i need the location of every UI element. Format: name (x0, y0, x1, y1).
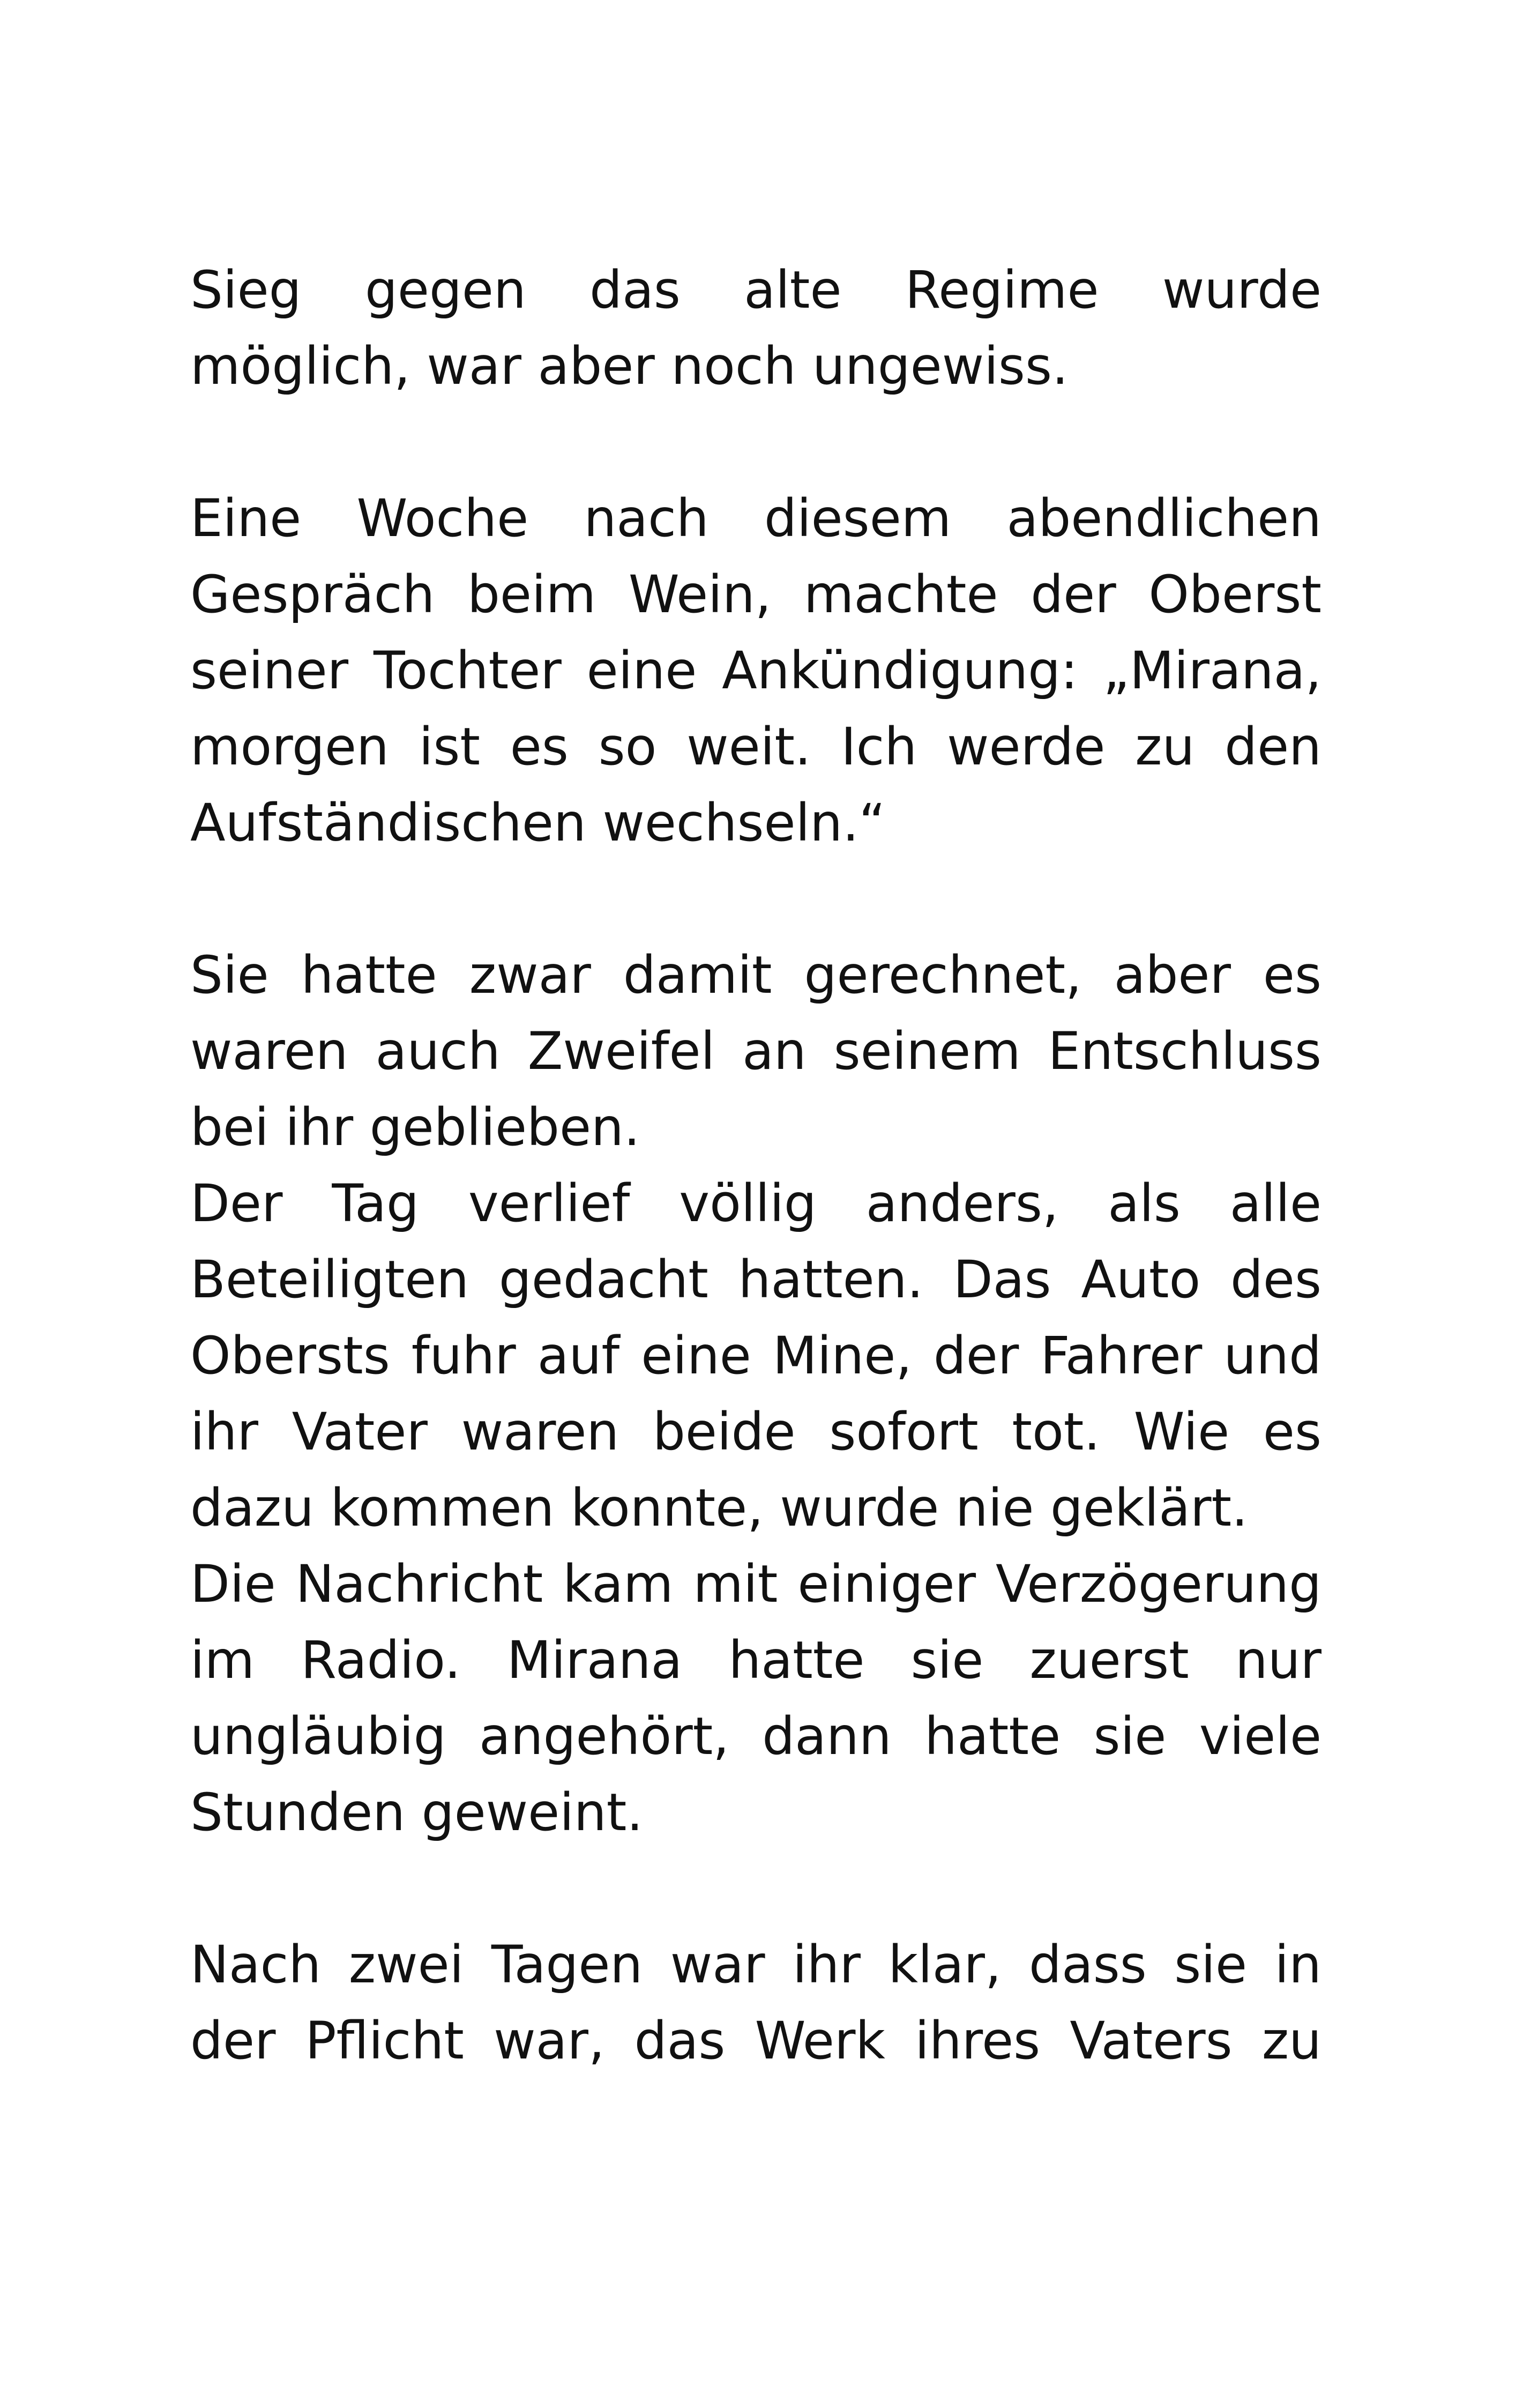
paragraph-1: Sieg gegen das alte Regime wurde möglich, war aber noch ungewiss. (190, 260, 1322, 396)
paragraph-3: Sie hatte zwar damit gerechnet, aber es waren auch Zweifel an seinem Entschluss bei ihr geblieben. (190, 945, 1322, 1157)
paragraph-6: Nach zwei Tagen war ihr klar, dass sie in der Pflicht war, das Werk ihres Vaters zu (190, 1935, 1322, 2071)
document-page (190, 252, 1322, 2079)
paragraph-2: Eine Woche nach diesem abendlichen Gespräch beim Wein, machte der Oberst seiner Tochter eine Ankündigung: „Mirana, morgen ist es so weit. Ich werde zu den Aufständischen wechseln.“ (190, 488, 1322, 853)
paragraph-5: Die Nachricht kam mit einiger Verzögerung im Radio. Mirana hatte sie zuerst nur ungläubig angehört, dann hatte sie viele Stunden geweint. (190, 1554, 1322, 1842)
paragraph-4: Der Tag verlief völlig anders, als alle Beteiligten gedacht hatten. Das Auto des Obersts fuhr auf eine Mine, der Fahrer und ihr Vater waren beide sofort tot. Wie es dazu kommen konnte, wurde nie geklärt. (190, 1173, 1322, 1538)
